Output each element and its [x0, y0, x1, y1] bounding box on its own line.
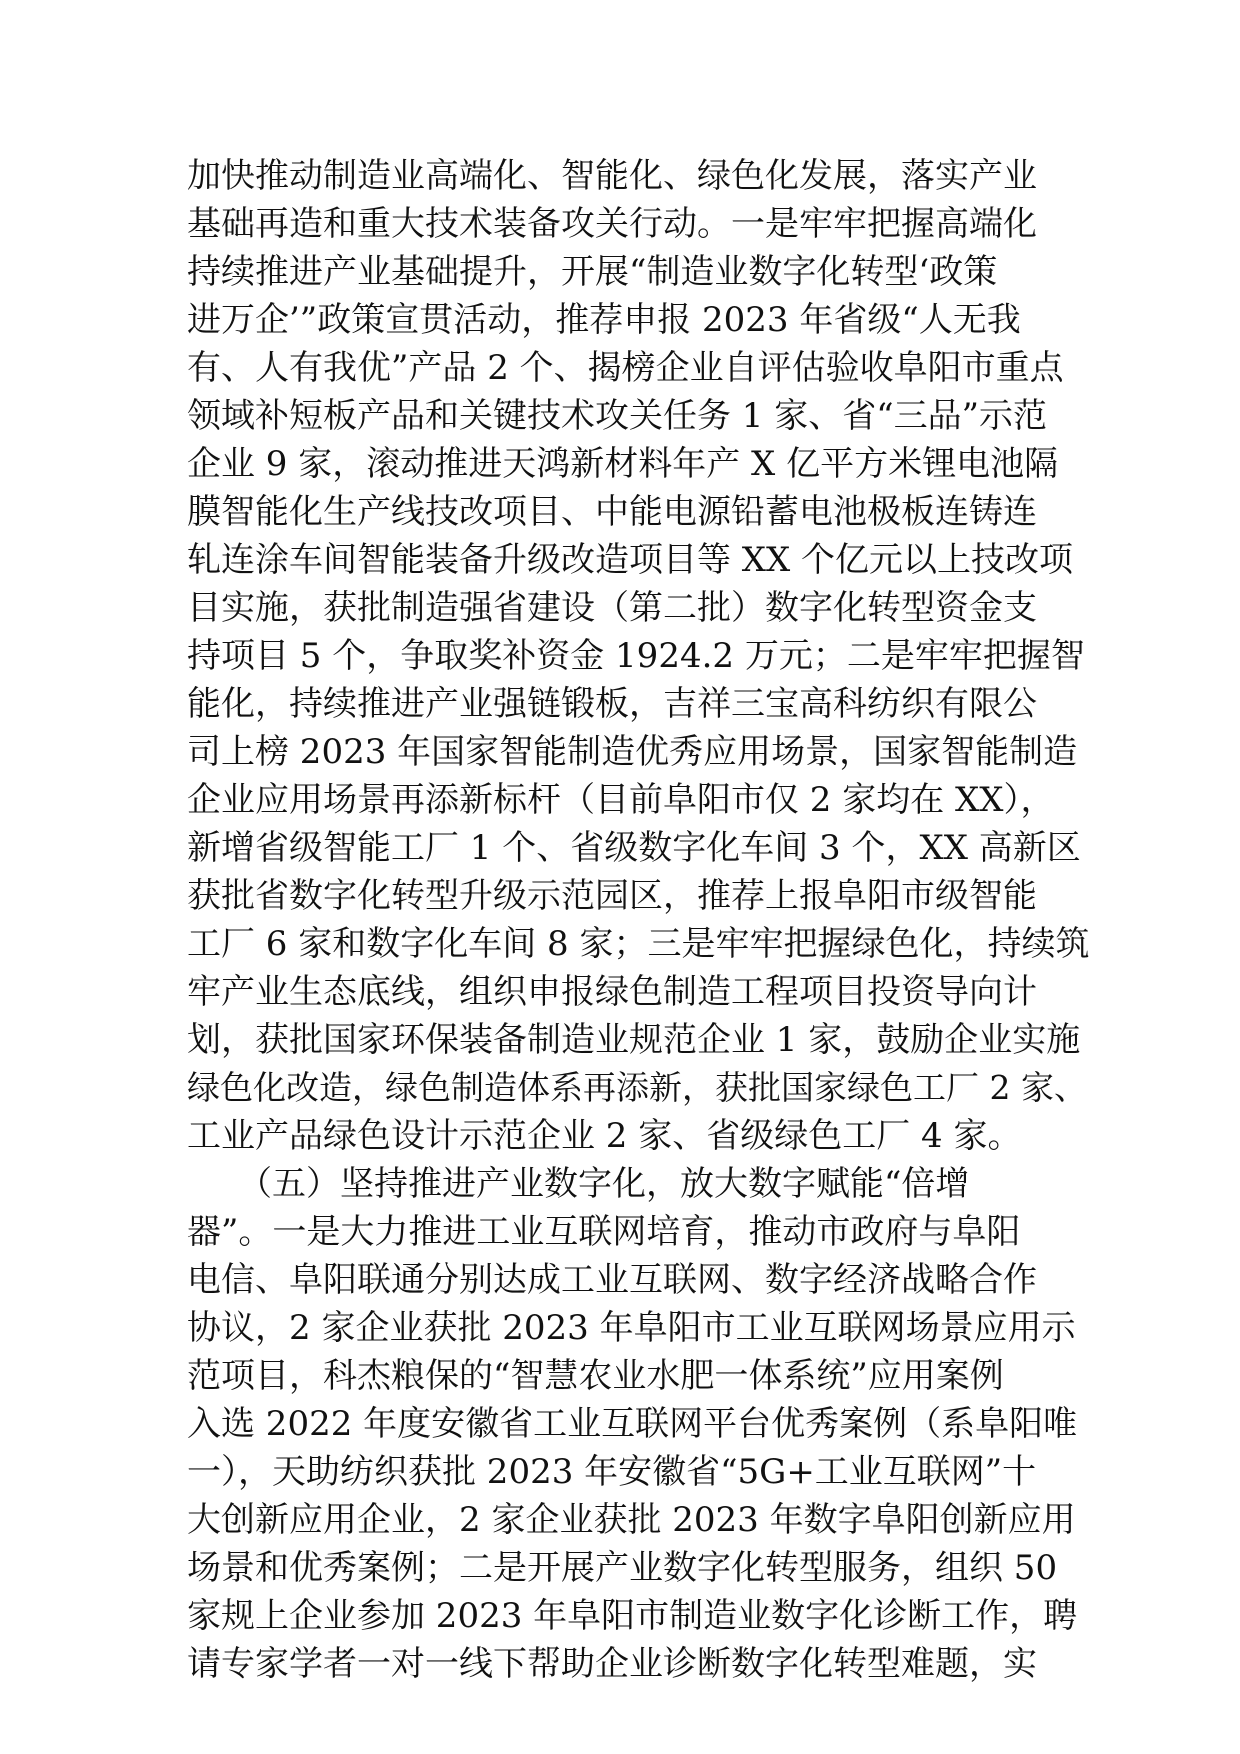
text-line: 入选 2022 年度安徽省工业互联网平台优秀案例（系阜阳唯	[187, 1404, 1078, 1444]
text-line: 企业应用场景再添新标杆（目前阜阳市仅 2 家均在 XX），	[187, 780, 1055, 820]
text-line: 持续推进产业基础提升，开展“制造业数字化转型‘政策	[187, 252, 998, 292]
body-text	[187, 152, 1090, 1688]
text-line: 新增省级智能工厂 1 个、省级数字化车间 3 个，XX 高新区	[187, 828, 1081, 868]
text-line: 器”。一是大力推进工业互联网培育，推动市政府与阜阳	[187, 1212, 1021, 1252]
text-line: 能化，持续推进产业强链锻板，吉祥三宝高科纺织有限公	[187, 684, 1037, 724]
text-line: 有、人有我优”产品 2 个、揭榜企业自评估验收阜阳市重点	[187, 348, 1064, 388]
text-line: 请专家学者一对一线下帮助企业诊断数字化转型难题，实	[187, 1644, 1037, 1684]
text-line: 获批省数字化转型升级示范园区，推荐上报阜阳市级智能	[187, 876, 1037, 916]
text-line: 大创新应用企业，2 家企业获批 2023 年数字阜阳创新应用	[187, 1500, 1076, 1540]
text-line: 基础再造和重大技术装备攻关行动。一是牢牢把握高端化	[187, 204, 1037, 244]
text-line: 协议，2 家企业获批 2023 年阜阳市工业互联网场景应用示	[187, 1308, 1076, 1348]
text-line: 目实施，获批制造强省建设（第二批）数字化转型资金支	[187, 588, 1037, 628]
text-line: 膜智能化生产线技改项目、中能电源铅蓄电池极板连铸连	[187, 492, 1037, 532]
text-line: 一），天助纺织获批 2023 年安徽省“5G+工业互联网”十	[187, 1452, 1037, 1492]
text-line: 工业产品绿色设计示范企业 2 家、省级绿色工厂 4 家。	[187, 1116, 1022, 1156]
text-line: 划，获批国家环保装备制造业规范企业 1 家，鼓励企业实施	[187, 1020, 1081, 1060]
text-line: 绿色化改造，绿色制造体系再添新，获批国家绿色工厂 2 家、	[187, 1068, 1087, 1107]
text-line: 牢产业生态底线，组织申报绿色制造工程项目投资导向计	[187, 972, 1037, 1012]
text-line: 家规上企业参加 2023 年阜阳市制造业数字化诊断工作，聘	[187, 1596, 1078, 1636]
text-line: 司上榜 2023 年国家智能制造优秀应用场景，国家智能制造	[187, 732, 1078, 772]
text-line: 加快推动制造业高端化、智能化、绿色化发展，落实产业	[187, 156, 1037, 196]
text-line: 工厂 6 家和数字化车间 8 家；三是牢牢把握绿色化，持续筑	[187, 924, 1090, 964]
text-line: 范项目，科杰粮保的“智慧农业水肥一体系统”应用案例	[187, 1356, 1004, 1396]
text-line: 进万企’”政策宣贯活动，推荐申报 2023 年省级“人无我	[187, 300, 1021, 340]
text-line: 场景和优秀案例；二是开展产业数字化转型服务，组织 50	[187, 1548, 1058, 1588]
text-line: 轧连涂车间智能装备升级改造项目等 XX 个亿元以上技改项	[187, 540, 1074, 580]
text-line: 企业 9 家，滚动推进天鸿新材料年产 X 亿平方米锂电池隔	[187, 444, 1059, 484]
text-line: 电信、阜阳联通分别达成工业互联网、数字经济战略合作	[187, 1260, 1037, 1300]
text-line: （五）坚持推进产业数字化，放大数字赋能“倍增	[187, 1164, 970, 1204]
text-line: 领域补短板产品和关键技术攻关任务 1 家、省“三品”示范	[187, 396, 1048, 436]
text-line: 持项目 5 个，争取奖补资金 1924.2 万元；二是牢牢把握智	[187, 636, 1085, 676]
